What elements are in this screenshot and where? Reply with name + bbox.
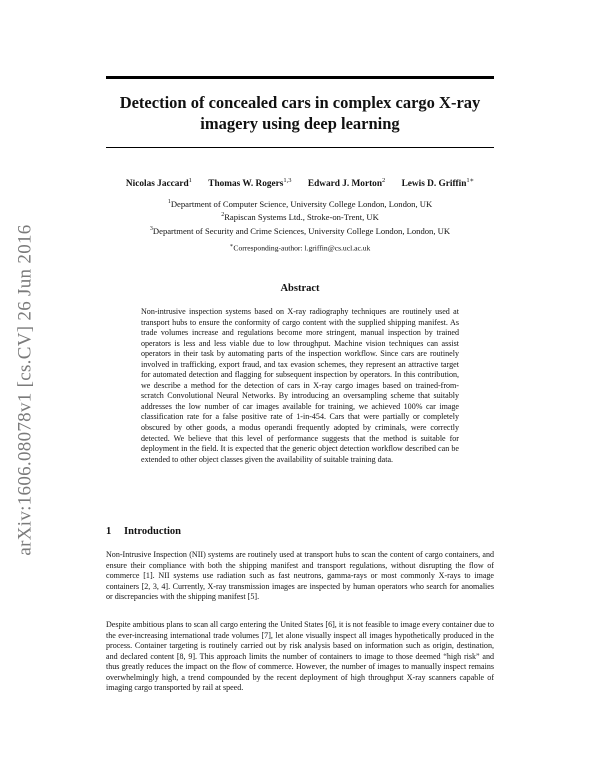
- author: Nicolas Jaccard$^1$: [125, 177, 192, 190]
- author: Thomas W. Rogers$^{1,3}$: [208, 177, 292, 190]
- abstract-body: Non-intrusive inspection systems based on X-ray radiography techniques are routinely used at transport hubs to ensure the conformity of cargo content with the supplied shipping manifest. As trade volumes increase and regulations become more stringent, manual inspection by trained operators is less and less viable due to low throughput. Machine vision techniques can assist operators in their task by automating parts of the inspection workflow. Since cars are routinely involved in trafficking, export fraud, and tax evasion schemes, they represent an attractive target for automated detection and flagging for subsequent inspection by operators. In this contribution, we describe a method for the detection of cars in X-ray cargo images based on trained-from-scratch Convolutional Neural Networks. By introducing an oversampling scheme that suitably addresses the low number of car images available for training, we achieved 100% car image classification rate for a false positive rate of 1-in-454. Cars that were partially or completely obscured by other goods, a modus operandi frequently adopted by criminals, were correctly detected. We believe that this level of performance suggests that the method is suitable for deployment in the field. It is expected that the generic object detection workflow described can be extended to other object classes given the availability of suitable training data.: [141, 307, 459, 464]
- arxiv-identifier-text: arXiv:1606.08078v1 [cs.CV] 26 Jun 2016: [15, 224, 36, 556]
- corresponding-author: ∗Corresponding-author: l.griffin@cs.ucl.ac.uk: [229, 243, 371, 253]
- arxiv-identifier-stamp: [4, 205, 48, 575]
- introduction-paragraph-2: Despite ambitious plans to scan all cargo entering the United States [6], it is not feasible to image every container due to the ever-increasing international trade volumes [7], let alone visually inspect all images hypothetically produced in the process. Container targeting is routinely carried out by risk analysis based on information such as origin, destination, and declared content [8, 9]. This approach limits the number of containers to image to those deemed “high risk” and thus greatly reduces the impact on the flow of commerce. However, the number of images to manually inspect remains overwhelmingly high, a trend compounded by the recent deployment of high throughput X-ray scanners capable of imaging cargo transported by rail at speed.: [106, 620, 494, 692]
- introduction-paragraph-1: Non-Intrusive Inspection (NII) systems are routinely used at transport hubs to scan the content of cargo containers, and ensure their compliance with both the shipping manifest and transport regulations, without disrupting the flow of commerce [1]. NII systems use radiation such as fast neutrons, gamma-rays or most commonly X-rays to image containers [2, 3, 4]. Currently, X-ray transmission images are inspected by human operators who search for anomalies or discrepancies with the shipping manifest [5].: [106, 550, 494, 601]
- section-heading-introduction: [106, 526, 494, 537]
- author-list: [106, 176, 494, 189]
- title-top-rule: [106, 76, 494, 79]
- abstract-heading: Abstract: [280, 283, 320, 294]
- author: Lewis D. Griffin$^{1∗}$: [401, 177, 475, 190]
- affiliation: $^2$Rapiscan Systems Ltd., Stroke-on-Trent, UK: [221, 212, 379, 223]
- section-number: 1: [106, 526, 112, 537]
- paper-title: [106, 92, 494, 134]
- affiliation: $^1$Department of Computer Science, University College London, London, UK: [167, 198, 433, 209]
- paper-title-line-1: Detection of concealed cars in complex cargo X-ray: [119, 93, 481, 112]
- section-title: Introduction: [124, 526, 181, 537]
- title-bottom-rule: [106, 147, 494, 148]
- affiliation: $^3$Department of Security and Crime Sciences, University College London, London, UK: [149, 225, 451, 236]
- paper-title-line-2: imagery using deep learning: [200, 114, 400, 133]
- author: Edward J. Morton$^2$: [307, 177, 386, 190]
- affiliation-list: [106, 197, 494, 237]
